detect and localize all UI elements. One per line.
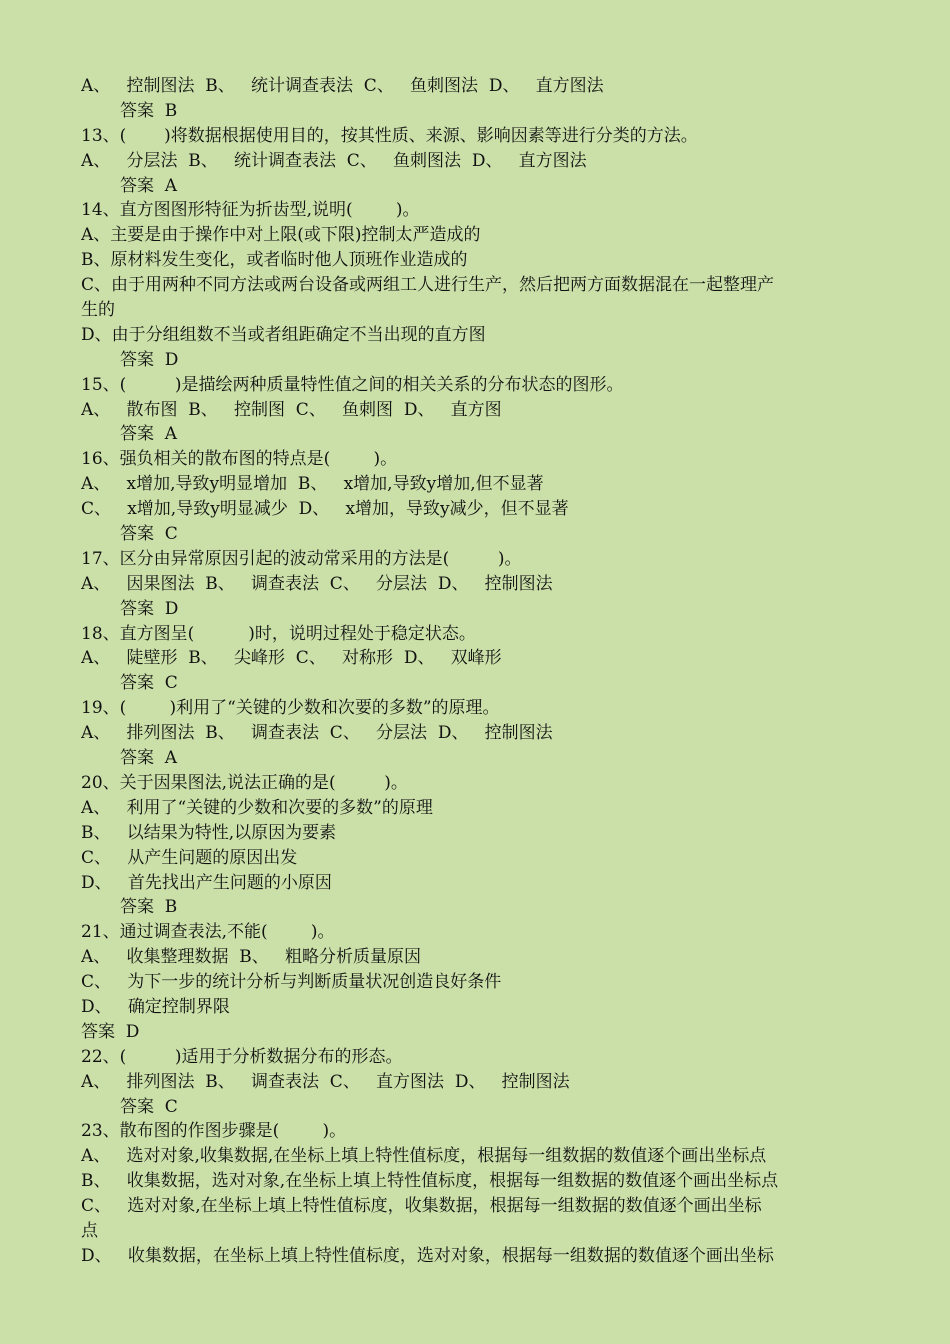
- option-line: A、 散布图 B、 控制图 C、 鱼刺图 D、 直方图: [81, 399, 502, 420]
- option-line: B、 以结果为特性,以原因为要素: [81, 822, 337, 843]
- option-line: A、主要是由于操作中对上限(或下限)控制太严造成的: [81, 225, 481, 246]
- question-line: 22、( )适用于分析数据分布的形态。: [81, 1046, 403, 1067]
- answer-line: 答案 C: [120, 673, 178, 694]
- answer-line: 答案 B: [120, 897, 178, 918]
- option-line: D、 首先找出产生问题的小原因: [81, 872, 332, 893]
- option-line: A、 因果图法 B、 调查表法 C、 分层法 D、 控制图法: [81, 573, 553, 594]
- option-line: C、由于用两种不同方法或两台设备或两组工人进行生产，然后把两方面数据混在一起整理产: [81, 275, 775, 296]
- option-line: A、 选对对象,收集数据,在坐标上填上特性值标度，根据每一组数据的数值逐个画出坐标点: [81, 1146, 767, 1167]
- question-line: 13、( )将数据根据使用目的，按其性质、来源、影响因素等进行分类的方法。: [81, 125, 698, 146]
- answer-line: 答案 A: [120, 175, 178, 196]
- option-line: B、原材料发生变化，或者临时他人顶班作业造成的: [81, 250, 468, 271]
- question-line: 17、区分由异常原因引起的波动常采用的方法是( )。: [81, 548, 522, 569]
- question-line: 21、通过调查表法,不能( )。: [81, 922, 335, 943]
- answer-line: 答案 D: [120, 349, 179, 370]
- question-line: 16、强负相关的散布图的特点是( )。: [81, 449, 398, 470]
- option-line: D、 收集数据，在坐标上填上特性值标度，选对对象，根据每一组数据的数值逐个画出坐标: [81, 1245, 774, 1266]
- question-line: 20、关于因果图法,说法正确的是( )。: [81, 772, 408, 793]
- option-line: A、 利用了“关键的少数和次要的多数”的原理: [81, 797, 433, 818]
- question-line: 23、散布图的作图步骤是( )。: [81, 1121, 347, 1142]
- question-line: 14、直方图图形特征为折齿型,说明( )。: [81, 200, 420, 221]
- answer-line: 答案 B: [120, 100, 178, 121]
- question-line: 19、( )利用了“关键的少数和次要的多数”的原理。: [81, 698, 500, 719]
- answer-line: 答案 D: [120, 598, 179, 619]
- question-line: 15、( )是描绘两种质量特性值之间的相关关系的分布状态的图形。: [81, 374, 624, 395]
- option-line: D、由于分组组数不当或者组距确定不当出现的直方图: [81, 324, 486, 345]
- option-line: D、 确定控制界限: [81, 996, 230, 1017]
- option-line: B、 收集数据，选对对象,在坐标上填上特性值标度，根据每一组数据的数值逐个画出坐标点: [81, 1171, 779, 1192]
- answer-line: 答案 D: [81, 1021, 140, 1042]
- option-line: C、 从产生问题的原因出发: [81, 847, 298, 868]
- option-line: A、 收集整理数据 B、 粗略分析质量原因: [81, 947, 421, 968]
- option-line: A、 陡壁形 B、 尖峰形 C、 对称形 D、 双峰形: [81, 648, 502, 669]
- option-line-continuation: 生的: [81, 300, 115, 321]
- answer-line: 答案 C: [120, 1096, 178, 1117]
- option-line: C、 x增加,导致y明显减少 D、 x增加，导致y减少，但不显著: [81, 499, 569, 520]
- option-line: C、 选对对象,在坐标上填上特性值标度，收集数据，根据每一组数据的数值逐个画出坐标: [81, 1196, 762, 1217]
- option-line: A、 排列图法 B、 调查表法 C、 直方图法 D、 控制图法: [81, 1071, 570, 1092]
- option-line-continuation: 点: [81, 1220, 98, 1241]
- option-line: A、 控制图法 B、 统计调查表法 C、 鱼刺图法 D、 直方图法: [81, 76, 604, 96]
- option-line: A、 排列图法 B、 调查表法 C、 分层法 D、 控制图法: [81, 723, 553, 744]
- answer-line: 答案 C: [120, 524, 178, 545]
- answer-line: 答案 A: [120, 424, 178, 445]
- option-line: A、 x增加,导致y明显增加 B、 x增加,导致y增加,但不显著: [81, 474, 544, 495]
- answer-line: 答案 A: [120, 748, 178, 769]
- option-line: A、 分层法 B、 统计调查表法 C、 鱼刺图法 D、 直方图法: [81, 150, 587, 171]
- question-line: 18、直方图呈( )时，说明过程处于稳定状态。: [81, 623, 476, 644]
- option-line: C、 为下一步的统计分析与判断质量状况创造良好条件: [81, 972, 502, 993]
